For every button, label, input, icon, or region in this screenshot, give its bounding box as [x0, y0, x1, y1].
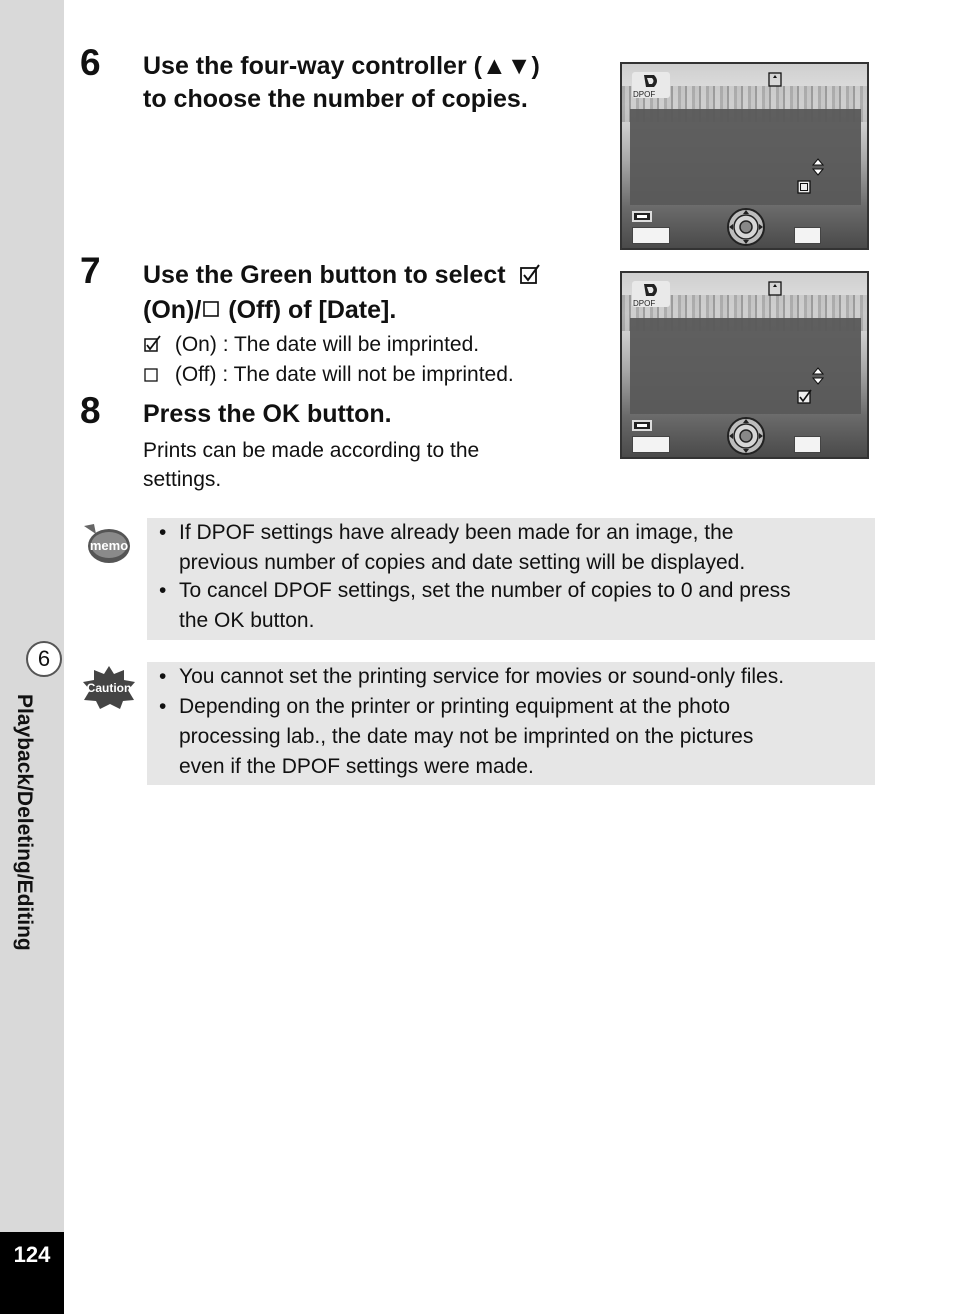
step-7-number: 7 [80, 250, 101, 291]
step-7-on-line [143, 330, 479, 361]
step-8-desc-line-2: settings. [143, 468, 222, 491]
checkbox-on-icon [519, 261, 541, 294]
dpof-label: DPOF [633, 299, 656, 308]
caution-icon [80, 664, 138, 715]
camera-screen-date [620, 271, 869, 459]
menu-button-icon [632, 211, 652, 222]
caution-item-line: processing lab., the date may not be imprinted on the pictures [179, 725, 754, 748]
step-8-desc-line-1: Prints can be made according to the [143, 439, 480, 462]
step-8-number: 8 [80, 390, 101, 431]
settings-panel [630, 318, 861, 414]
caution-item-line: You cannot set the printing service for movies or sound-only files. [179, 665, 785, 688]
step-6-number: 6 [80, 42, 101, 83]
memo-item-line: previous number of copies and date setting will be displayed. [179, 551, 746, 574]
up-down-indicator-icon [812, 367, 824, 390]
step-6-title-line-2: to choose the number of copies. [143, 85, 528, 113]
step-8-title: Press the OK button. [143, 400, 392, 428]
bullet: • [159, 665, 167, 688]
caution-item [147, 692, 875, 782]
cancel-key-icon [632, 436, 670, 453]
step-7-off-line [143, 360, 514, 391]
memo-item-line: To cancel DPOF settings, set the number of copies to 0 and press [179, 579, 791, 602]
caution-box [147, 662, 875, 785]
four-way-controller-icon [726, 207, 766, 250]
on-label: (On) [174, 333, 217, 356]
bullet: • [159, 695, 167, 718]
caution-list [147, 662, 875, 782]
cancel-key-icon [632, 227, 670, 244]
chapter-number-badge: 6 [26, 641, 62, 677]
up-down-arrows-glyph: ▲▼ [481, 52, 532, 80]
ok-key-icon [794, 436, 821, 453]
step-7-title-off: (Off) of [Date]. [221, 296, 397, 324]
menu-button-icon [632, 420, 652, 431]
step-7-title-text: Use the Green button to select [143, 261, 506, 289]
memo-item-line: If DPOF settings have already been made for an image, the [179, 521, 734, 544]
memo-item [147, 576, 875, 636]
memo-item-line: the OK button. [179, 609, 315, 632]
date-checkbox-on-icon [797, 389, 813, 410]
settings-panel [630, 109, 861, 205]
step-8-description [143, 436, 479, 494]
caution-item-line: even if the DPOF settings were made. [179, 755, 534, 778]
step-7-title-line-1 [143, 259, 541, 294]
memory-card-icon [768, 281, 782, 301]
memo-list [147, 518, 875, 636]
step-6-title-line-1 [143, 50, 540, 83]
step-6-title [143, 50, 540, 116]
checkbox-on-small-icon [143, 332, 163, 361]
up-down-indicator-icon [812, 158, 824, 181]
step-7-title [143, 259, 541, 328]
ok-key-icon [794, 227, 821, 244]
step-7-title-on: (On)/ [143, 296, 202, 324]
caution-item-line: Depending on the printer or printing equipment at the photo [179, 695, 731, 718]
memo-box [147, 518, 875, 640]
chapter-title: Playback/Deleting/Editing [13, 694, 36, 951]
off-description: : The date will not be imprinted. [222, 363, 514, 386]
step-6-title-text-a: Use the four-way controller ( [143, 52, 482, 80]
off-label: (Off) [174, 363, 217, 386]
caution-item [147, 662, 875, 692]
memo-icon-label: memo [89, 538, 129, 553]
memory-card-icon [768, 72, 782, 92]
page-number: 124 [13, 1242, 51, 1267]
memo-item [147, 518, 875, 578]
checkbox-off-small-icon [143, 362, 163, 391]
memo-icon [80, 520, 132, 571]
caution-icon-label: Caution [86, 681, 132, 695]
step-6-title-text-b: ) [531, 52, 540, 80]
dpof-label: DPOF [633, 90, 656, 99]
camera-screen-copies [620, 62, 869, 250]
on-description: : The date will be imprinted. [222, 333, 480, 356]
checkbox-off-icon [201, 295, 221, 328]
date-checkbox-off-icon [797, 180, 811, 199]
four-way-controller-icon [726, 416, 766, 459]
bullet: • [159, 579, 167, 602]
step-7-title-line-2 [143, 294, 541, 328]
bullet: • [159, 521, 167, 544]
